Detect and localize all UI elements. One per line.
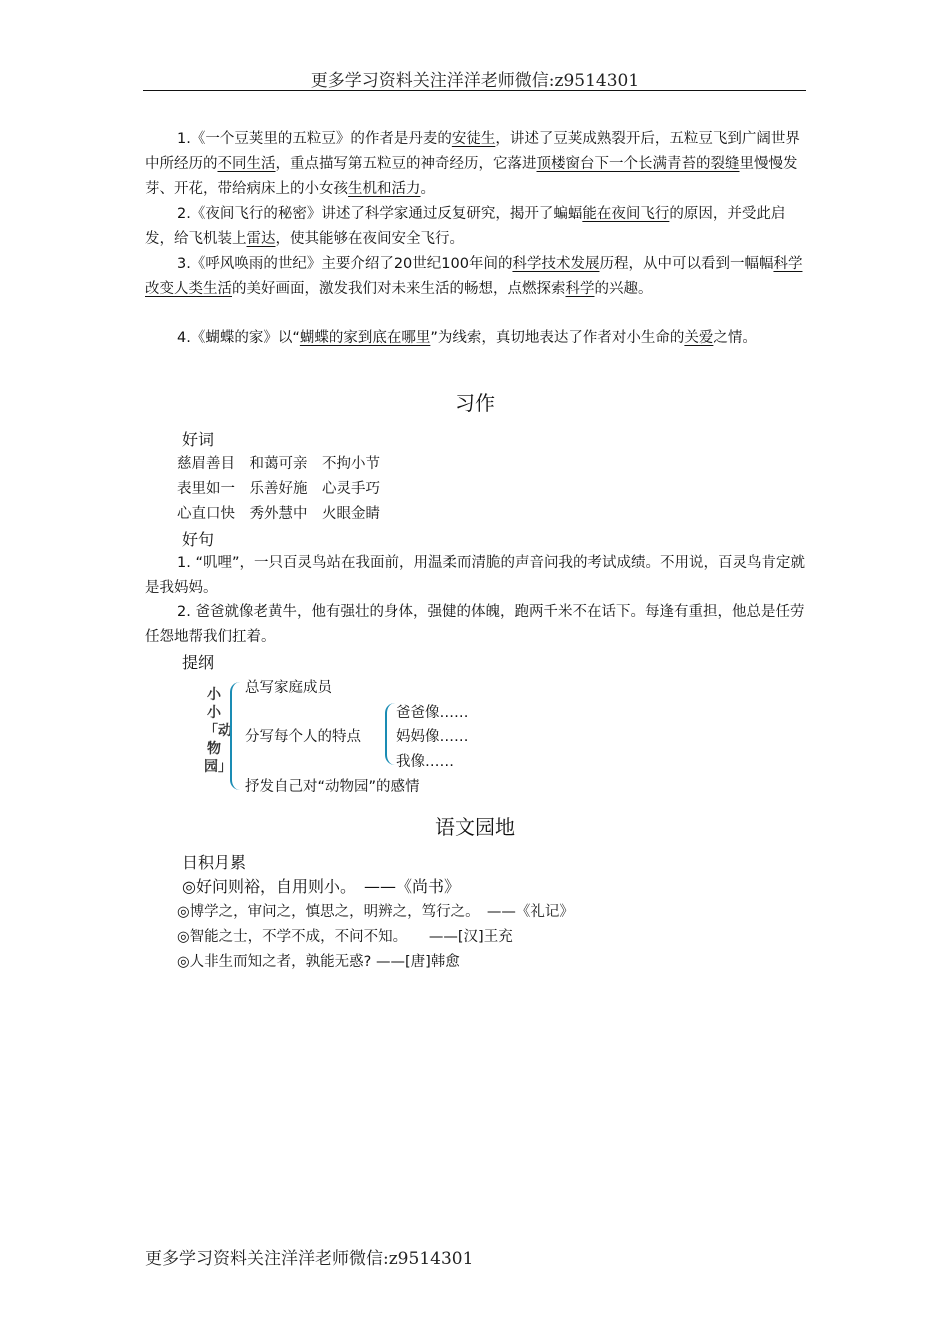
page-header: 更多学习资料关注洋洋老师微信:z9514301 [310, 71, 640, 91]
outline-member: 爸爸像…… [396, 705, 469, 721]
underlined-phrase: 生机和活力 [348, 181, 421, 197]
summary-fragment: 3.《呼风唤雨的世纪》主要介绍了20世纪100年间的 [177, 256, 513, 272]
sentence-text: 2. 爸爸就像老黄牛，他有强壮的身体，强健的体魄，跑两千米不在话下。每逢有重担，他总是任劳任怨地帮我们扛着。 [145, 604, 805, 645]
quote-item: ◎人非生而知之者，孰能无惑? ——[唐]韩愈 [177, 954, 460, 970]
summary-fragment: 的美好画面，激发我们对未来生活的畅想，点燃探索 [232, 281, 566, 297]
underlined-phrase: 科学技术发展 [512, 256, 600, 272]
garden-title: 语文园地 [435, 815, 515, 839]
summary-text-1 [145, 131, 800, 197]
outline-middle: 分写每个人的特点 [245, 729, 361, 745]
summary-fragment: ”为线索，真切地表达了作者对小生命的 [430, 330, 685, 346]
outline-ending: 抒发自己对“动物园”的感情 [245, 779, 420, 795]
summary-fragment: 的兴趣。 [594, 281, 653, 297]
good-words-label: 好词 [182, 430, 215, 449]
good-sentences-label: 好句 [182, 530, 215, 549]
underlined-phrase: 能在夜间飞行 [582, 206, 670, 222]
summary-item-3 [145, 252, 805, 302]
sentence-text: 1. “叽哩”，一只百灵鸟站在我面前，用温柔而清脆的声音问我的考试成绩。不用说，百灵鸟肯定就是我妈妈。 [145, 555, 805, 596]
garden-subtitle: 日积月累 [182, 853, 247, 872]
good-words-row: 心直口快 秀外慧中 火眼金睛 [177, 506, 380, 522]
summary-text-4 [177, 330, 757, 346]
outline-root: 小小「动物园」 [204, 687, 232, 775]
outline-member: 我像…… [396, 754, 454, 770]
quote-item: ◎智能之士，不学不成，不问不知。 ——[汉]王充 [177, 929, 513, 945]
outline-member: 妈妈像…… [396, 729, 469, 745]
underlined-phrase: 顶楼窗台下一个长满青苔的裂缝 [536, 156, 740, 172]
header-divider [143, 90, 806, 91]
outline-intro: 总写家庭成员 [245, 680, 332, 696]
summary-item-1 [145, 127, 805, 202]
underlined-phrase: 雷达 [246, 231, 276, 247]
summary-item-4 [145, 326, 805, 351]
summary-fragment: 2.《夜间飞行的秘密》讲述了科学家通过反复研究，揭开了蝙蝠 [177, 206, 583, 222]
summary-fragment: 1.《一个豆荚里的五粒豆》的作者是丹麦的 [177, 131, 452, 147]
summary-fragment: 4.《蝴蝶的家》以“ [177, 330, 300, 346]
underlined-phrase: 科学改变人类生活 [145, 256, 803, 297]
summary-fragment: ，讲述了豆荚成熟裂开后，五粒豆飞到广阔世界中所经历的 [145, 131, 800, 172]
summary-fragment: 之情。 [713, 330, 757, 346]
summary-text-3 [145, 256, 802, 297]
good-words-row: 慈眉善目 和蔼可亲 不拘小节 [177, 456, 380, 472]
summary-text-2 [145, 206, 785, 247]
underlined-phrase: 关爱 [684, 330, 714, 346]
sentence-2 [145, 600, 805, 650]
quote-item: ◎博学之，审问之，慎思之，明辨之，笃行之。 ——《礼记》 [177, 904, 574, 920]
underlined-phrase: 不同生活 [217, 156, 276, 172]
writing-title: 习作 [455, 391, 495, 415]
quote-item: ◎好问则裕，自用则小。 ——《尚书》 [182, 877, 460, 896]
summary-fragment: ，使其能够在夜间安全飞行。 [275, 231, 464, 247]
page-footer: 更多学习资料关注洋洋老师微信:z9514301 [145, 1249, 474, 1269]
underlined-phrase: 蝴蝶的家到底在哪里 [299, 330, 431, 346]
sentence-1 [145, 551, 805, 601]
summary-fragment: 的原因，并受此启发，给飞机装上 [145, 206, 786, 247]
underlined-phrase: 安徒生 [451, 131, 496, 147]
outline-brace-members [385, 703, 395, 765]
underlined-phrase: 科学 [565, 281, 595, 297]
summary-fragment: 里慢慢发芽、开花，带给病床上的小女孩 [145, 156, 798, 197]
outline-brace-main [230, 682, 242, 790]
summary-item-2 [145, 202, 805, 252]
summary-fragment: 。 [420, 181, 435, 197]
summary-fragment: 历程，从中可以看到一幅幅 [599, 256, 774, 272]
summary-fragment: ，重点描写第五粒豆的神奇经历，它落进 [275, 156, 537, 172]
good-words-row: 表里如一 乐善好施 心灵手巧 [177, 481, 380, 497]
outline-label: 提纲 [182, 653, 215, 672]
